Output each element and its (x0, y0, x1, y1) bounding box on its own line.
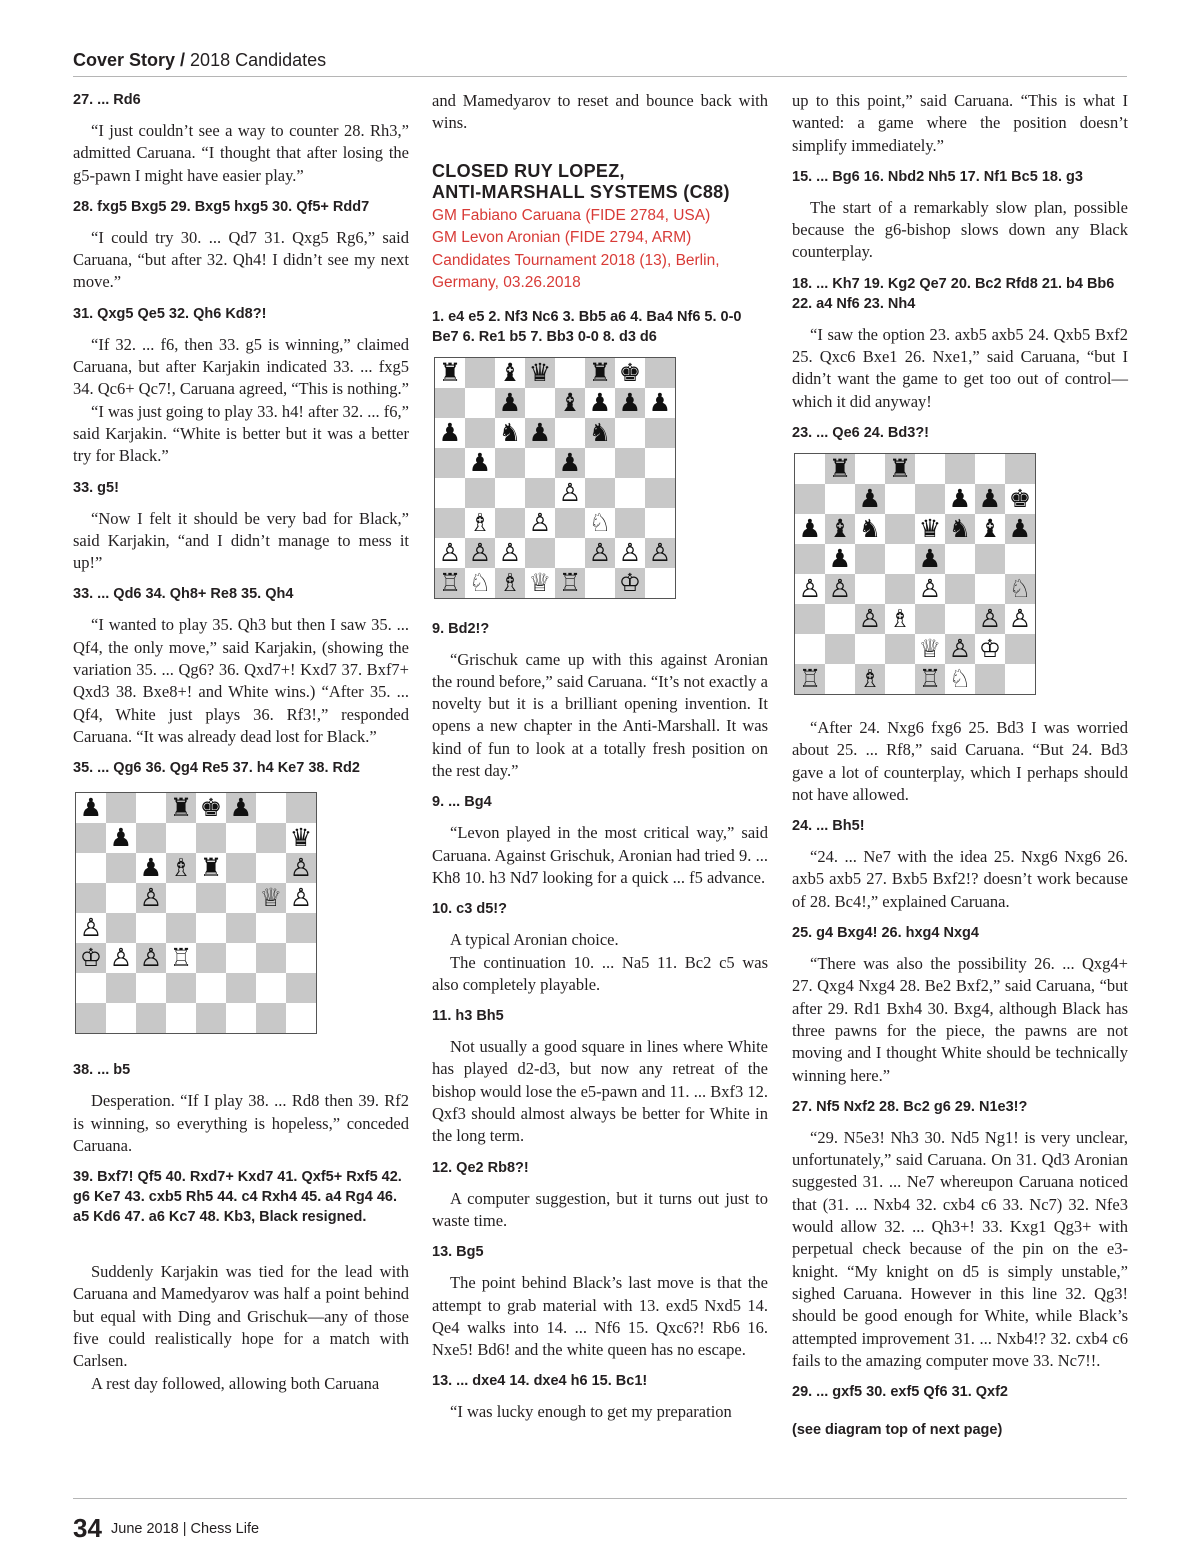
board-square-h8 (1005, 454, 1035, 484)
board-square-f1 (226, 1003, 256, 1033)
board-square-f3 (945, 604, 975, 634)
board-square-c6: ♟ (136, 853, 166, 883)
board-square-b4: ♙ (825, 574, 855, 604)
board-square-g5: ♕ (256, 883, 286, 913)
board-square-c7: ♟ (495, 388, 525, 418)
board-square-e2 (196, 973, 226, 1003)
board-square-h3 (645, 508, 675, 538)
board-square-a8 (795, 454, 825, 484)
board-square-a5 (435, 448, 465, 478)
move-line: 9. ... Bg4 (432, 794, 492, 811)
commentary: “After 24. Nxg6 fxg6 25. Bd3 I was worried about 25. ... Rf8,” said Caruana. “But 24. Bd3 gave a lot of counterplay, which I perhaps should not have allowed. (792, 717, 1128, 804)
board-square-c5: ♙ (136, 883, 166, 913)
board-square-b3: ♙ (106, 943, 136, 973)
board-square-d8: ♛ (525, 358, 555, 388)
commentary: A rest day followed, allowing both Caruana (91, 1373, 380, 1393)
section-subtitle: 2018 Candidates (185, 50, 327, 70)
board-square-e8 (555, 358, 585, 388)
move-line: 33. g5! (73, 479, 119, 496)
board-square-d6: ♟ (525, 418, 555, 448)
board-square-e8 (915, 454, 945, 484)
page-number: 34 (73, 1513, 102, 1543)
footer-text: June 2018 | Chess Life (111, 1521, 260, 1537)
board-square-e7 (196, 823, 226, 853)
move-line: 29. ... gxf5 30. exf5 Qf6 31. Qxf2 (792, 1384, 1008, 1401)
board-square-h6 (645, 418, 675, 448)
board-square-g3 (615, 508, 645, 538)
board-square-a3 (435, 508, 465, 538)
board-square-g6: ♝ (975, 514, 1005, 544)
commentary: “I saw the option 23. axb5 axb5 24. Qxb5 Bxf2 25. Qxc6 Bxe1 26. Nxe1,” said Caruana, “but I didn’t want the game to get too out of control—which it did anyway! (792, 324, 1128, 411)
board-square-b7 (825, 484, 855, 514)
move-line: 27. Nf5 Nxf2 28. Bc2 g6 29. N1e3!? (792, 1098, 1028, 1115)
board-square-g1 (975, 664, 1005, 694)
board-square-b6 (465, 418, 495, 448)
commentary: “I could try 30. ... Qd7 31. Qxg5 Rg6,” said Caruana, “but after 32. Qh4! I didn’t see my next move.” (73, 227, 409, 292)
board-square-h3 (286, 943, 316, 973)
board-square-f5 (226, 883, 256, 913)
board-square-f4 (945, 574, 975, 604)
section-title: Cover Story / (73, 50, 186, 70)
board-square-a1 (76, 1003, 106, 1033)
board-square-e3 (555, 508, 585, 538)
board-square-b7: ♟ (106, 823, 136, 853)
board-square-e4 (196, 913, 226, 943)
move-line: 28. fxg5 Bxg5 29. Bxg5 hxg5 30. Qf5+ Rdd7 (73, 198, 370, 215)
board-square-g2: ♔ (975, 634, 1005, 664)
board-square-d3: ♗ (885, 604, 915, 634)
chess-diagram-1 (75, 792, 317, 1034)
board-square-f4 (585, 478, 615, 508)
move-line: 12. Qe2 Rb8?! (432, 1159, 529, 1176)
move-line: 18. ... Kh7 19. Kg2 Qe7 20. Bc2 Rfd8 21. b4 Bb6 22. a4 Nf6 23. Nh4 (792, 275, 1115, 312)
board-square-a4 (435, 478, 465, 508)
board-square-d2 (166, 973, 196, 1003)
white-player: GM Fabiano Caruana (FIDE 2784, USA) (432, 206, 711, 224)
board-square-g3: ♙ (975, 604, 1005, 634)
board-square-c1 (136, 1003, 166, 1033)
board-square-e3 (196, 943, 226, 973)
move-line: 31. Qxg5 Qe5 32. Qh6 Kd8?! (73, 305, 267, 322)
opening-title-line-2: ANTI-MARSHALL SYSTEMS (C88) (432, 181, 730, 202)
board-square-h5: ♙ (286, 883, 316, 913)
board-square-b8: ♜ (825, 454, 855, 484)
commentary: “Grischuk came up with this against Aronian the round before,” said Caruana. “It’s not exactly a novelty but it is a brilliant opening invention. It opens a new chapter in the Anti-Marshall. It was kind of fun to look at a totally fresh position on the rest day.” (432, 649, 768, 781)
board-square-g5 (975, 544, 1005, 574)
board-square-g7: ♟ (975, 484, 1005, 514)
board-square-b1 (825, 664, 855, 694)
board-square-a8: ♟ (76, 793, 106, 823)
board-square-e3 (915, 604, 945, 634)
commentary: and Mamedyarov to reset and bounce back with wins. (432, 91, 768, 133)
page-footer (73, 1498, 1127, 1543)
board-square-f8: ♜ (585, 358, 615, 388)
move-line: 9. Bd2!? (432, 620, 490, 637)
board-square-d3: ♙ (525, 508, 555, 538)
commentary: “I was just going to play 33. h4! after 32. ... f6,” said Karjakin. “White is better but it was a better try for Black.” (73, 401, 409, 466)
board-square-b1: ♘ (465, 568, 495, 598)
board-square-h2 (286, 973, 316, 1003)
board-square-g2 (256, 973, 286, 1003)
board-square-b4 (106, 913, 136, 943)
board-square-b1 (106, 1003, 136, 1033)
board-square-b8 (106, 793, 136, 823)
board-square-a5 (795, 544, 825, 574)
board-square-h8 (645, 358, 675, 388)
board-square-b3 (825, 604, 855, 634)
board-square-e5 (196, 883, 226, 913)
board-square-c2 (855, 634, 885, 664)
commentary: “29. N5e3! Nh3 30. Nd5 Ng1! is very unclear, unfortunately,” said Caruana. On 31. Qd3 Aronian suggested 31. ... Ne7 whereupon Caruana noticed that (31. ... Nxb4 32. cxb4 c6 33. Nc7) 32. Nfe3 would allow 32. ... Qh3+! 33. Kxg1 Qg3+ with perpetual check because of the pin on the e3-knight. “My knight on d5 is simply unstable,” sighed Caruana. However in this line 32. Qg3! should be good enough for White, while Black’s attempted improvement 31. ... Nxb4!? 32. cxb4 c6 fails to the amazing computer move 33. Nc7!!. (792, 1127, 1128, 1370)
board-square-d6: ♗ (166, 853, 196, 883)
board-square-a2 (76, 973, 106, 1003)
board-square-h4 (645, 478, 675, 508)
board-square-g8: ♚ (615, 358, 645, 388)
board-square-h2 (1005, 634, 1035, 664)
board-square-d1 (166, 1003, 196, 1033)
board-square-c3: ♙ (855, 604, 885, 634)
board-square-f7: ♟ (945, 484, 975, 514)
board-square-g1 (256, 1003, 286, 1033)
board-square-a2: ♙ (435, 538, 465, 568)
board-square-e4: ♙ (555, 478, 585, 508)
move-line: 39. Bxf7! Qf5 40. Rxd7+ Kxd7 41. Qxf5+ Rxf5 42. g6 Ke7 43. cxb5 Rh5 44. c4 Rxh4 45. a4 Rg4 46. a5 Kd6 47. a6 Kc7 48. Kb3, Black resigned. (73, 1169, 402, 1226)
board-square-e6: ♛ (915, 514, 945, 544)
board-square-d7 (885, 484, 915, 514)
move-line: 27. ... Rd6 (73, 92, 141, 108)
commentary: Suddenly Karjakin was tied for the lead with Caruana and Mamedyarov was half a point behind but equal with Ding and Grischuk—any of those five could realistically hope for a match with Carlsen. (73, 1262, 409, 1371)
board-square-c7 (136, 823, 166, 853)
move-line: 11. h3 Bh5 (432, 1008, 504, 1025)
board-square-h1 (645, 568, 675, 598)
board-square-d8: ♜ (885, 454, 915, 484)
move-line: 25. g4 Bxg4! 26. hxg4 Nxg4 (792, 925, 979, 942)
board-square-c4 (495, 478, 525, 508)
board-square-c4 (855, 574, 885, 604)
column-1 (73, 90, 409, 1405)
board-square-h2: ♙ (645, 538, 675, 568)
board-square-a8: ♜ (435, 358, 465, 388)
board-square-d2 (885, 634, 915, 664)
game-header (432, 205, 768, 295)
board-square-a7 (76, 823, 106, 853)
board-square-b2 (106, 973, 136, 1003)
opening-title (432, 161, 768, 203)
board-square-h6: ♟ (1005, 514, 1035, 544)
board-square-h7: ♛ (286, 823, 316, 853)
event-info: Candidates Tournament 2018 (13), Berlin, Germany, 03.26.2018 (432, 251, 720, 292)
commentary: “I was lucky enough to get my preparation (450, 1402, 732, 1422)
board-square-f2: ♙ (585, 538, 615, 568)
board-square-b5: ♟ (825, 544, 855, 574)
board-square-e2 (555, 538, 585, 568)
see-diagram-note: (see diagram top of next page) (792, 1422, 1003, 1439)
board-square-f1 (585, 568, 615, 598)
board-square-b3: ♗ (465, 508, 495, 538)
board-square-e6 (555, 418, 585, 448)
board-square-h5 (645, 448, 675, 478)
board-square-d7 (525, 388, 555, 418)
board-square-a4: ♙ (795, 574, 825, 604)
board-square-f7 (226, 823, 256, 853)
board-square-c2: ♙ (495, 538, 525, 568)
board-square-d6 (885, 514, 915, 544)
column-3 (792, 90, 1128, 1450)
board-square-h1 (286, 1003, 316, 1033)
board-square-e7 (915, 484, 945, 514)
board-square-a6: ♟ (435, 418, 465, 448)
commentary: “24. ... Ne7 with the idea 25. Nxg6 Nxg6 26. axb5 axb5 27. Bxb5 Bxf2!? doesn’t work because of 28. Bc4!,” explained Caruana. (792, 847, 1128, 911)
board-square-d8: ♜ (166, 793, 196, 823)
commentary: “Levon played in the most critical way,” said Caruana. Against Grischuk, Aronian had tried 9. ... Kh8 10. h3 Nd7 looking for a quick ... f5 advance. (432, 823, 768, 887)
board-square-d1: ♕ (525, 568, 555, 598)
board-square-g8 (256, 793, 286, 823)
board-square-c8 (855, 454, 885, 484)
board-square-c4 (136, 913, 166, 943)
board-square-g7: ♟ (615, 388, 645, 418)
board-square-h3: ♙ (1005, 604, 1035, 634)
board-square-g4 (256, 913, 286, 943)
board-square-d4 (885, 574, 915, 604)
board-square-h4: ♘ (1005, 574, 1035, 604)
board-square-g4 (975, 574, 1005, 604)
board-square-e2: ♕ (915, 634, 945, 664)
commentary: “I wanted to play 35. Qh3 but then I saw 35. ... Qf4, the only move,” said Karjakin, (showing the variation 35. ... Qg6? 36. Qxd7+! Kxd7 37. Bxf7+ Qxd3 38. Bxe8+! and White wins.) “After 35. ... Qf4, White just plays 36. Rf3!,” responded Caruana. “It was already dead lost for Black.” (73, 615, 409, 746)
board-square-f2 (226, 973, 256, 1003)
board-square-d4 (166, 913, 196, 943)
board-square-c6: ♞ (495, 418, 525, 448)
board-square-f8 (945, 454, 975, 484)
board-square-a5 (76, 883, 106, 913)
board-square-h5 (1005, 544, 1035, 574)
board-square-d1 (885, 664, 915, 694)
board-square-e1: ♖ (555, 568, 585, 598)
board-square-f6: ♞ (945, 514, 975, 544)
board-square-h1 (1005, 664, 1035, 694)
board-square-c7: ♟ (855, 484, 885, 514)
board-square-h8 (286, 793, 316, 823)
board-square-c3 (495, 508, 525, 538)
board-square-g1: ♔ (615, 568, 645, 598)
commentary: The point behind Black’s last move is that the attempt to grab material with 13. exd5 Nxd5 14. Qe4 walks into 14. ... Nf6 15. Qxc6?! Rb6 16. Nxe5! Bd6! and the white queen has no escape. (432, 1273, 768, 1360)
commentary: A typical Aronian choice. (450, 930, 619, 950)
commentary: The continuation 10. ... Na5 11. Bc2 c5 was also completely playable. (432, 952, 768, 994)
board-square-g5 (615, 448, 645, 478)
board-square-e5: ♟ (915, 544, 945, 574)
board-square-f1: ♘ (945, 664, 975, 694)
move-line: 24. ... Bh5! (792, 818, 865, 835)
board-square-b5: ♟ (465, 448, 495, 478)
move-line: 13. ... dxe4 14. dxe4 h6 15. Bc1! (432, 1373, 648, 1390)
commentary: Desperation. “If I play 38. ... Rd8 then 39. Rf2 is winning, so everything is hopeless,” conceded Caruana. (73, 1091, 409, 1155)
board-square-a1: ♖ (795, 664, 825, 694)
move-line: 13. Bg5 (432, 1244, 484, 1261)
board-square-b8 (465, 358, 495, 388)
board-square-b6: ♝ (825, 514, 855, 544)
move-line: 23. ... Qe6 24. Bd3?! (792, 424, 929, 441)
board-square-a7 (435, 388, 465, 418)
board-square-b2: ♙ (465, 538, 495, 568)
board-square-c8: ♝ (495, 358, 525, 388)
board-square-a6 (76, 853, 106, 883)
board-square-a3: ♔ (76, 943, 106, 973)
board-square-c8 (136, 793, 166, 823)
board-square-f3: ♘ (585, 508, 615, 538)
commentary: “Now I felt it should be very bad for Black,” said Karjakin, “and I didn’t manage to mess it up!” (73, 508, 409, 573)
commentary: up to this point,” said Caruana. “This is what I wanted: a game where the position doesn’t simplify immediately.” (792, 91, 1128, 155)
board-square-e1 (196, 1003, 226, 1033)
board-square-f3 (226, 943, 256, 973)
board-square-h7: ♚ (1005, 484, 1035, 514)
move-line: 15. ... Bg6 16. Nbd2 Nh5 17. Nf1 Bc5 18. g3 (792, 168, 1083, 185)
board-square-f5 (945, 544, 975, 574)
board-square-e1: ♖ (915, 664, 945, 694)
move-line: 1. e4 e5 2. Nf3 Nc6 3. Bb5 a6 4. Ba4 Nf6 5. 0-0 Be7 6. Re1 b5 7. Bb3 0-0 8. d3 d6 (432, 308, 742, 345)
commentary: Not usually a good square in lines where White has played d2-d3, but now any retreat of the bishop would lose the e5-pawn and 11. ... Bxf3 12. Qxf3 should almost always be better for White in the long term. (432, 1037, 768, 1146)
board-square-b4 (465, 478, 495, 508)
board-square-g7 (256, 823, 286, 853)
commentary: A computer suggestion, but it turns out just to waste time. (432, 1188, 768, 1230)
chess-diagram-2 (434, 357, 676, 599)
board-square-g2: ♙ (615, 538, 645, 568)
chess-diagram-3 (794, 453, 1036, 695)
board-square-g8 (975, 454, 1005, 484)
board-square-c5 (855, 544, 885, 574)
board-square-g6 (256, 853, 286, 883)
board-square-b7 (465, 388, 495, 418)
move-line: 10. c3 d5!? (432, 901, 507, 918)
board-square-d7 (166, 823, 196, 853)
move-line: 35. ... Qg6 36. Qg4 Re5 37. h4 Ke7 38. Rd2 (73, 760, 360, 777)
board-square-g4 (615, 478, 645, 508)
board-square-e8: ♚ (196, 793, 226, 823)
board-square-a7 (795, 484, 825, 514)
commentary: “There was also the possibility 26. ... Qxg4+ 27. Qxg4 Nxg4 28. Be2 Bxf2,” said Caruana, “but after 29. Rd1 Bxh4 30. Bxg4, although Black has three pawns for the piece, the pawns are not moving and I thought White should be technically winning here.” (792, 954, 1128, 1085)
board-square-c2 (136, 973, 166, 1003)
commentary: The start of a remarkably slow plan, possible because the g6-bishop slows down any Black counterplay. (792, 197, 1128, 262)
move-line: 33. ... Qd6 34. Qh8+ Re8 35. Qh4 (73, 586, 294, 603)
board-square-h4 (286, 913, 316, 943)
board-square-c3: ♙ (136, 943, 166, 973)
board-square-f2: ♙ (945, 634, 975, 664)
board-square-c1: ♗ (495, 568, 525, 598)
board-square-b2 (825, 634, 855, 664)
board-square-d2 (525, 538, 555, 568)
board-square-c5 (495, 448, 525, 478)
board-square-f4 (226, 913, 256, 943)
board-square-g6 (615, 418, 645, 448)
board-square-a2 (795, 634, 825, 664)
board-square-a4: ♙ (76, 913, 106, 943)
board-square-g3 (256, 943, 286, 973)
move-line: 38. ... b5 (73, 1062, 131, 1079)
board-square-f5 (585, 448, 615, 478)
board-square-d4 (525, 478, 555, 508)
board-square-d5 (166, 883, 196, 913)
board-square-c6: ♞ (855, 514, 885, 544)
board-square-a6: ♟ (795, 514, 825, 544)
board-square-e4: ♙ (915, 574, 945, 604)
board-square-f6: ♞ (585, 418, 615, 448)
board-square-a3 (795, 604, 825, 634)
board-square-a1: ♖ (435, 568, 465, 598)
board-square-d3: ♖ (166, 943, 196, 973)
board-square-b6 (106, 853, 136, 883)
running-header (73, 50, 1127, 77)
board-square-h6: ♙ (286, 853, 316, 883)
board-square-f7: ♟ (585, 388, 615, 418)
board-square-b5 (106, 883, 136, 913)
board-square-d5 (525, 448, 555, 478)
board-square-e5: ♟ (555, 448, 585, 478)
board-square-f6 (226, 853, 256, 883)
black-player: GM Levon Aronian (FIDE 2794, ARM) (432, 229, 692, 247)
board-square-e7: ♝ (555, 388, 585, 418)
opening-title-line-1: CLOSED RUY LOPEZ, (432, 160, 625, 181)
column-2 (432, 90, 768, 1434)
board-square-f8: ♟ (226, 793, 256, 823)
board-square-h7: ♟ (645, 388, 675, 418)
board-square-e6: ♜ (196, 853, 226, 883)
commentary: “If 32. ... f6, then 33. g5 is winning,” claimed Caruana, but after Karjakin indicated 33. ... fxg5 34. Qc6+ Qc7!, Caruana agreed, “This is nothing.” (73, 334, 409, 399)
commentary: “I just couldn’t see a way to counter 28. Rh3,” admitted Caruana. “I thought that after losing the g5-pawn I might have easier play.” (73, 121, 409, 185)
board-square-d5 (885, 544, 915, 574)
board-square-c1: ♗ (855, 664, 885, 694)
